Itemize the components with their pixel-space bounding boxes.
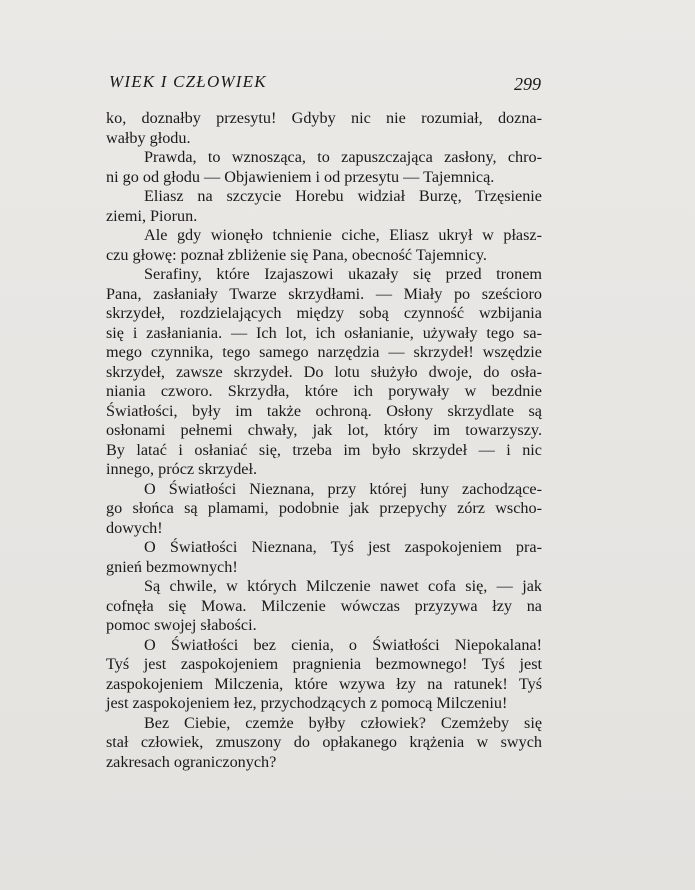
body-text (106, 109, 542, 772)
text-line: Serafiny, które Izajaszowi ukazały się przed tronem (144, 265, 542, 283)
text-line: zaspokojeniem Milczenia, które wzywa łzy na ratunek! Tyś (106, 674, 542, 693)
page-header (109, 72, 541, 102)
text-line: By latać i osłaniać się, trzeba im było skrzydeł — i nic (106, 440, 542, 459)
text-line: Prawda, to wznosząca, to zapuszczająca zasłony, chro- (144, 148, 542, 166)
text-line: dowych! (106, 518, 163, 537)
page-number: 299 (514, 74, 541, 94)
text-line: ko, doznałby przesytu! Gdyby nic nie rozumiał, dozna- (106, 109, 542, 127)
text-line: O Światłości bez cienia, o Światłości Niepokalana! (144, 635, 542, 654)
text-line: ni go od głodu — Objawieniem i od przesytu — Tajemnicą. (106, 167, 495, 186)
text-line: O Światłości Nieznana, przy której łuny zachodzące- (144, 479, 542, 498)
text-line: jest zaspokojeniem łez, przychodzących z pomocą Milczeniu! (106, 694, 508, 712)
text-line: stał człowiek, zmuszony do opłakanego krążenia w swych (106, 733, 542, 751)
text-line: cofnęła się Mowa. Milczenie wówczas przyzywa łzy na (106, 596, 542, 615)
text-line: go słońca są plamami, podobnie jak przepychy zórz wscho- (106, 499, 542, 517)
text-line: niania czworo. Skrzydła, które ich porywały w bezdnie (106, 382, 542, 400)
text-line: wałby głodu. (106, 128, 191, 147)
text-line: skrzydeł, zawsze skrzydeł. Do lotu służyło dwoje, do osła- (106, 362, 542, 381)
text-line: osłonami pełnemi chwały, jak lot, który im towarzyszy. (106, 421, 542, 439)
running-title: WIEK I CZŁOWIEK (109, 72, 267, 91)
text-line: czu głowę: poznał zbliżenie się Pana, obecność Tajemnicy. (106, 245, 487, 264)
text-line: O Światłości Nieznana, Tyś jest zaspokojeniem pra- (144, 538, 542, 556)
text-line: Bez Ciebie, czemże byłby człowiek? Czemżeby się (144, 713, 542, 732)
text-line: Ale gdy wionęło tchnienie ciche, Eliasz ukrył w płasz- (144, 226, 542, 244)
text-line: zakresach ograniczonych? (106, 752, 277, 771)
text-line: się i zasłaniania. — Ich lot, ich osłanianie, używały tego sa- (106, 323, 542, 342)
text-line: mego czynnika, tego samego narzędzia — skrzydeł! wszędzie (106, 343, 542, 361)
text-line: Eliasz na szczycie Horebu widział Burzę, Trzęsienie (144, 187, 542, 205)
text-line: Światłości, były im także ochroną. Osłony skrzydlate są (106, 401, 542, 420)
text-line: pomoc swojej słabości. (106, 616, 257, 634)
text-line: Pana, zasłaniały Twarze skrzydłami. — Miały po sześcioro (106, 284, 542, 303)
text-line: gnień bezmownych! (106, 557, 238, 576)
text-line: Tyś jest zaspokojeniem pragnienia bezmownego! Tyś jest (106, 655, 542, 673)
text-line: ziemi, Piorun. (106, 206, 198, 225)
text-line: innego, prócz skrzydeł. (106, 460, 258, 478)
text-line: Są chwile, w których Milczenie nawet cofa się, — jak (144, 577, 542, 595)
text-line: skrzydeł, rozdzielających między sobą czynność wzbijania (106, 304, 542, 322)
